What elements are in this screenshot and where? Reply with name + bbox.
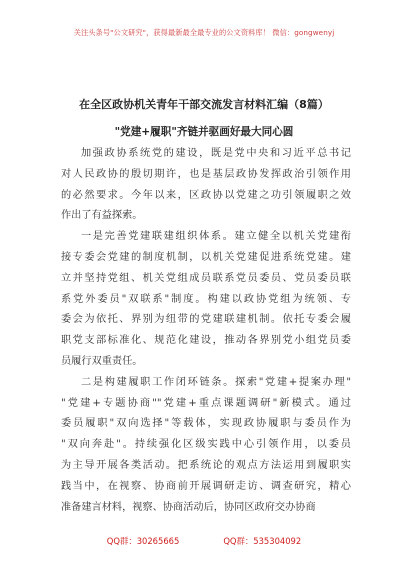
- paragraph-line: "党建+专题协商""党建+重点课题调研"新模式。通过: [61, 397, 351, 409]
- paragraph-line: 员履行双重责任。: [61, 355, 143, 367]
- document-title: 在全区政协机关青年干部交流发言材料汇编（8篇）: [79, 98, 329, 111]
- paragraph-line: 作出了有益探索。: [61, 210, 143, 222]
- paragraph: [61, 227, 351, 373]
- paragraph-line: 一是完善党建联建组织体系。建立健全以机关党建衔: [81, 231, 351, 243]
- paragraph-line: 职党支部标准化、规范化建设，推动各界别党小组党员委: [61, 335, 351, 347]
- paragraph-line: 准备建言材料，视察、协商活动后，协同区政府交办协商: [61, 501, 316, 513]
- paragraph: [61, 373, 351, 519]
- paragraph-line: 系党外委员"双联系"制度。构建以政协党组为统领、专: [61, 293, 351, 305]
- paragraph-line: 为主导开展各类活动。把系统论的观点方法运用到履职实: [61, 459, 351, 471]
- body-text: [61, 144, 351, 518]
- paragraph-line: "双向奔赴"。持续强化区级实践中心引领作用，以委员: [61, 439, 351, 451]
- section-title: "党建+履职"齐链并驱画好最大同心圆: [114, 126, 294, 138]
- paragraph-line: 立并坚持党组、机关党组成员联系党员委员、党员委员联: [61, 272, 351, 284]
- paragraph-line: 二是构建履职工作闭环链条。探索"党建+提案办理": [81, 376, 351, 388]
- paragraph: [61, 144, 351, 227]
- footer-qq-group-2: QQ群：535304092: [223, 536, 302, 546]
- paragraph-line: 践当中，在视察、协商前开展调研走访、调查研究，精心: [61, 480, 351, 492]
- paragraph-line: 加强政协系统党的建设，既是党中央和习近平总书记: [81, 148, 351, 159]
- footer-contact: [0, 535, 408, 547]
- paragraph-line: 的必然要求。今年以来，区政协以党建之功引领履职之效: [61, 189, 351, 201]
- paragraph-line: 委会为依托、界别为纽带的党建联建机制。依托专委会履: [61, 314, 351, 326]
- paragraph-line: 接专委会党建的制度机制，以机关党建促进系统党建。建: [61, 251, 351, 263]
- paragraph-line: 委员履职"双向选择"等载体，实现政协履职与委员作为: [61, 418, 351, 430]
- header-promo-note: 关注头条号"公文研究"，获得最新最全最专业的公文资料库！ 微信：gongwenyj: [73, 28, 335, 37]
- footer-qq-group-1: QQ群：30265665: [106, 536, 180, 546]
- paragraph-line: 对人民政协的殷切期许，也是基层政协发挥政治引领作用: [61, 168, 351, 180]
